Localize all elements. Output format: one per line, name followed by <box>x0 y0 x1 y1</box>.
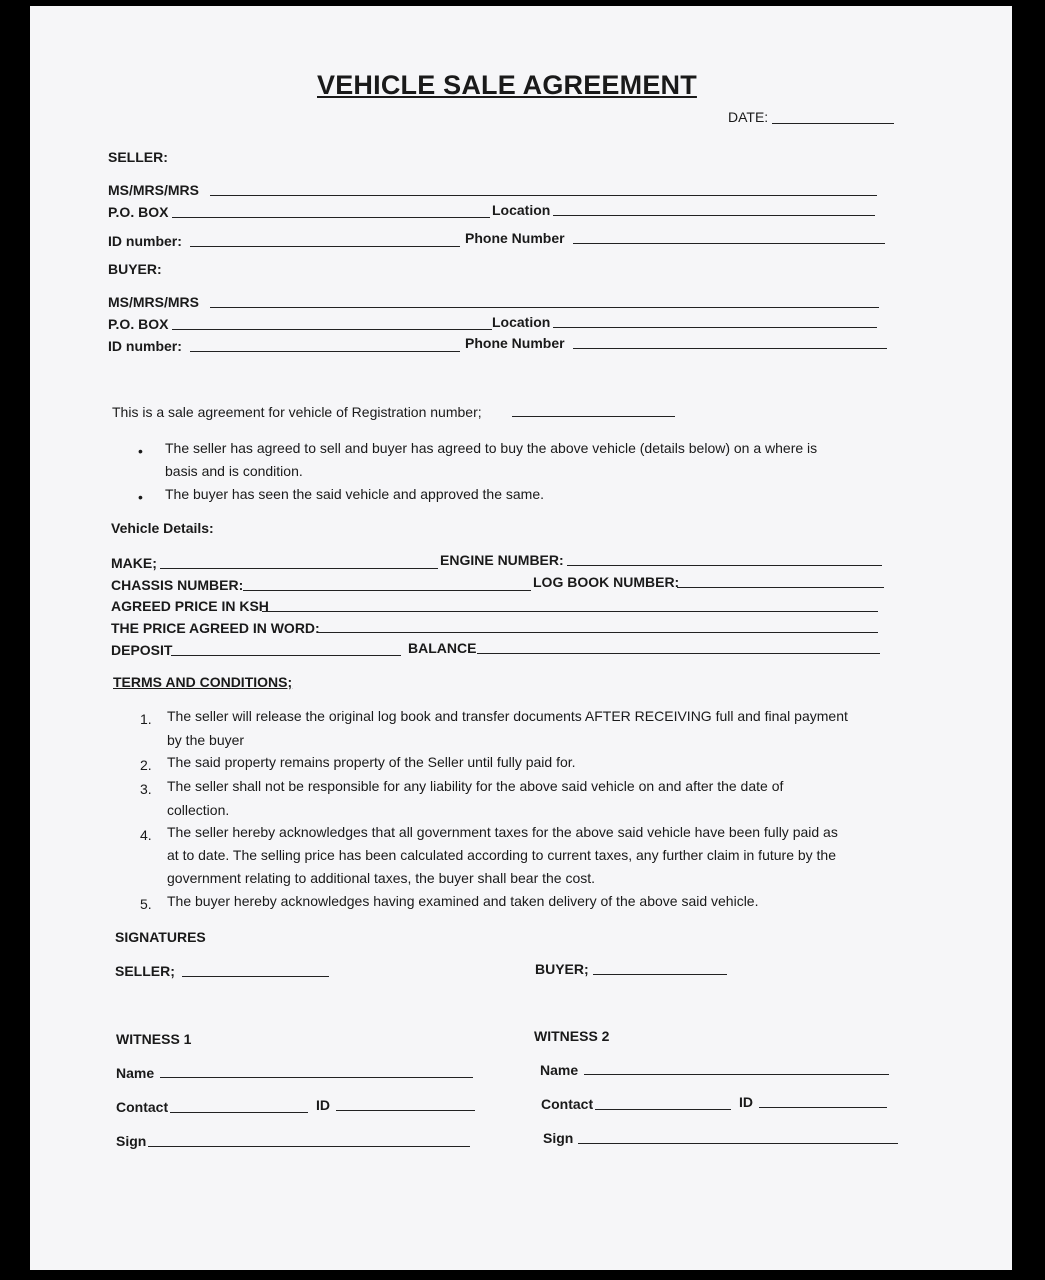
deposit-label: DEPOSIT <box>111 642 173 658</box>
buyer-id-label: ID number: <box>108 338 182 354</box>
seller-location-label: Location <box>492 202 551 218</box>
seller-signature-label: SELLER; <box>115 963 175 979</box>
chassis-number-line[interactable] <box>243 590 531 591</box>
bullet-dot: • <box>138 443 143 459</box>
witness-2-id-line[interactable] <box>759 1107 887 1108</box>
seller-pobox-label: P.O. BOX <box>108 204 169 220</box>
buyer-pobox-line[interactable] <box>172 329 492 330</box>
term-text-2: The said property remains property of the Seller until fully paid for. <box>167 754 576 770</box>
witness-2-sign-label: Sign <box>543 1130 574 1146</box>
agreed-price-line[interactable] <box>262 611 878 612</box>
document-title: VEHICLE SALE AGREEMENT <box>317 70 697 100</box>
term-number: 1. <box>140 711 152 727</box>
witness-2-name-label: Name <box>540 1062 579 1078</box>
engine-number-label: ENGINE NUMBER: <box>440 552 564 568</box>
term-text-3-cont: collection. <box>167 802 230 818</box>
seller-phone-line[interactable] <box>573 243 885 244</box>
seller-location-line[interactable] <box>553 215 875 216</box>
bullet-dot: • <box>138 489 143 505</box>
make-label: MAKE; <box>111 555 157 571</box>
witness-1-contact-line[interactable] <box>170 1112 308 1113</box>
term-number: 5. <box>140 896 152 912</box>
witness-1-name-line[interactable] <box>160 1077 473 1078</box>
document-page <box>30 6 1012 1270</box>
term-number: 3. <box>140 781 152 797</box>
buyer-location-label: Location <box>492 314 551 330</box>
witness-1-name-label: Name <box>116 1065 155 1081</box>
agreed-price-label: AGREED PRICE IN KSH <box>111 598 269 614</box>
buyer-pobox-label: P.O. BOX <box>108 316 169 332</box>
buyer-id-line[interactable] <box>190 351 460 352</box>
bullet-text-1: The seller has agreed to sell and buyer has agreed to buy the above vehicle (details below) on a where is <box>165 440 818 456</box>
seller-pobox-line[interactable] <box>172 217 490 218</box>
witness-1-sign-line[interactable] <box>148 1146 470 1147</box>
buyer-signature-label: BUYER; <box>535 961 589 977</box>
signatures-heading: SIGNATURES <box>115 929 206 945</box>
buyer-phone-line[interactable] <box>573 348 887 349</box>
buyer-phone-label: Phone Number <box>465 335 565 351</box>
intro-text: This is a sale agreement for vehicle of Registration number; <box>112 404 482 420</box>
seller-signature-line[interactable] <box>182 976 329 977</box>
logbook-number-label: LOG BOOK NUMBER: <box>533 574 680 590</box>
buyer-name-label: MS/MRS/MRS <box>108 294 199 310</box>
witness-1-contact-label: Contact <box>116 1099 169 1115</box>
term-text-3: The seller shall not be responsible for any liability for the above said vehicle on and after the date of <box>167 778 784 794</box>
term-text-4-cont: at to date. The selling price has been calculated according to current taxes, any further claim in future by the <box>167 847 837 863</box>
witness-2-contact-label: Contact <box>541 1096 594 1112</box>
term-text-1: The seller will release the original log book and transfer documents AFTER RECEIVING full and final payment <box>167 708 848 724</box>
make-line[interactable] <box>160 568 438 569</box>
term-text-4-cont: government relating to additional taxes, the buyer shall bear the cost. <box>167 870 596 886</box>
logbook-number-line[interactable] <box>677 587 884 588</box>
bullet-text-1-cont: basis and is condition. <box>165 463 303 479</box>
witness-1-id-line[interactable] <box>336 1110 475 1111</box>
seller-name-line[interactable] <box>210 195 877 196</box>
seller-id-line[interactable] <box>190 246 460 247</box>
witness-2-id-label: ID <box>739 1094 753 1110</box>
term-number: 2. <box>140 757 152 773</box>
buyer-signature-line[interactable] <box>593 974 727 975</box>
chassis-number-label: CHASSIS NUMBER: <box>111 577 244 593</box>
terms-heading: TERMS AND CONDITIONS; <box>113 674 293 690</box>
witness-1-id-label: ID <box>316 1097 330 1113</box>
date-field-line[interactable] <box>772 123 894 124</box>
term-text-1-cont: by the buyer <box>167 732 245 748</box>
witness-2-sign-line[interactable] <box>578 1143 898 1144</box>
balance-label: BALANCE <box>408 640 477 656</box>
registration-number-line[interactable] <box>512 416 675 417</box>
seller-id-label: ID number: <box>108 233 182 249</box>
engine-number-line[interactable] <box>567 565 882 566</box>
buyer-heading: BUYER: <box>108 261 162 277</box>
term-number: 4. <box>140 827 152 843</box>
vehicle-details-heading: Vehicle Details: <box>111 520 214 536</box>
seller-name-label: MS/MRS/MRS <box>108 182 199 198</box>
term-text-5: The buyer hereby acknowledges having examined and taken delivery of the above said vehicle. <box>167 893 759 909</box>
price-in-words-label: THE PRICE AGREED IN WORD: <box>111 620 320 636</box>
witness-2-name-line[interactable] <box>584 1074 889 1075</box>
deposit-line[interactable] <box>171 655 401 656</box>
date-label: DATE: <box>728 109 769 125</box>
seller-heading: SELLER: <box>108 149 168 165</box>
buyer-name-line[interactable] <box>210 307 879 308</box>
witness-1-sign-label: Sign <box>116 1133 147 1149</box>
seller-phone-label: Phone Number <box>465 230 565 246</box>
witness-2-heading: WITNESS 2 <box>534 1028 610 1044</box>
buyer-location-line[interactable] <box>553 327 877 328</box>
witness-1-heading: WITNESS 1 <box>116 1031 192 1047</box>
term-text-4: The seller hereby acknowledges that all government taxes for the above said vehicle have been fully paid as <box>167 824 838 840</box>
balance-line[interactable] <box>477 653 880 654</box>
price-in-words-line[interactable] <box>318 632 878 633</box>
bullet-text-2: The buyer has seen the said vehicle and approved the same. <box>165 486 545 502</box>
witness-2-contact-line[interactable] <box>595 1109 731 1110</box>
